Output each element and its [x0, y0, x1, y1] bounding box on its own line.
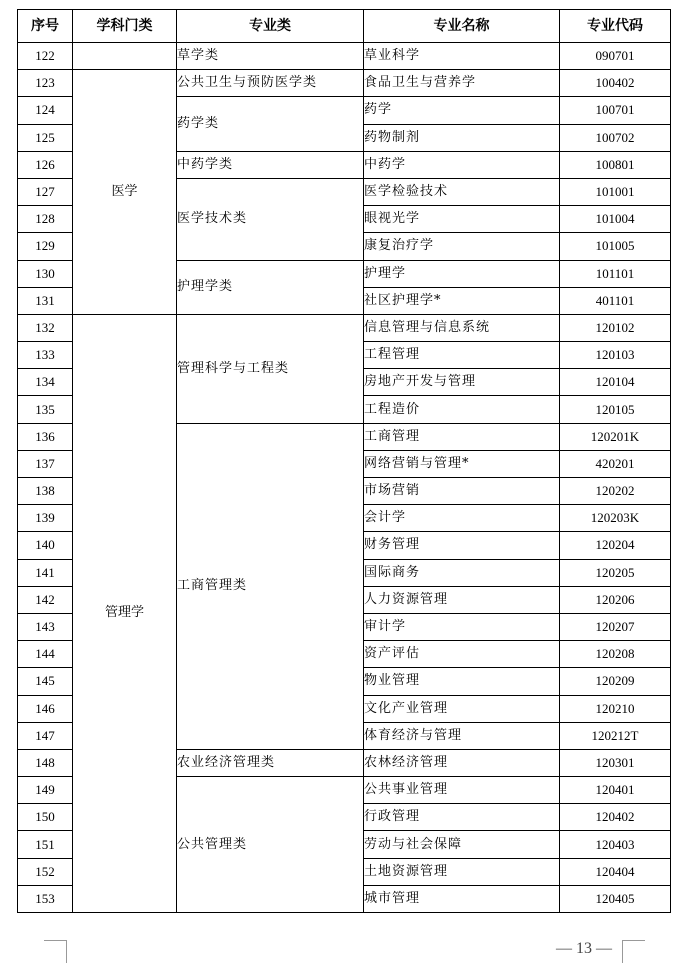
cell-major-name: 护理学 — [364, 260, 560, 287]
cell-major-code: 101004 — [560, 206, 671, 233]
cell-seq: 153 — [18, 885, 73, 912]
cell-major-code: 101005 — [560, 233, 671, 260]
cell-seq: 131 — [18, 287, 73, 314]
cell-major-code: 120402 — [560, 804, 671, 831]
cell-major-name: 国际商务 — [364, 559, 560, 586]
cell-major-name: 食品卫生与营养学 — [364, 70, 560, 97]
cell-class: 工商管理类 — [177, 423, 364, 749]
cell-seq: 135 — [18, 396, 73, 423]
cell-seq: 148 — [18, 749, 73, 776]
cell-class: 医学技术类 — [177, 178, 364, 260]
header-seq: 序号 — [18, 10, 73, 43]
cell-seq: 152 — [18, 858, 73, 885]
page-number: — 13 — — [556, 940, 612, 957]
cell-seq: 145 — [18, 668, 73, 695]
cell-major-name: 行政管理 — [364, 804, 560, 831]
cell-seq: 142 — [18, 586, 73, 613]
table-header — [18, 10, 671, 43]
cell-seq: 130 — [18, 260, 73, 287]
table-row — [18, 70, 671, 97]
cell-seq: 132 — [18, 314, 73, 341]
cell-major-name: 公共事业管理 — [364, 777, 560, 804]
cell-major-code: 120209 — [560, 668, 671, 695]
cell-major-name: 药物制剂 — [364, 124, 560, 151]
cell-seq: 141 — [18, 559, 73, 586]
cell-major-code: 100402 — [560, 70, 671, 97]
table-row — [18, 314, 671, 341]
header-class: 专业类 — [177, 10, 364, 43]
cell-class: 中药学类 — [177, 151, 364, 178]
cell-class: 草学类 — [177, 43, 364, 70]
cell-class: 药学类 — [177, 97, 364, 151]
corner-mark-left — [44, 940, 67, 963]
cell-class: 公共卫生与预防医学类 — [177, 70, 364, 97]
cell-class: 护理学类 — [177, 260, 364, 314]
cell-major-code: 120204 — [560, 532, 671, 559]
cell-seq: 150 — [18, 804, 73, 831]
cell-major-code: 120208 — [560, 641, 671, 668]
cell-major-name: 药学 — [364, 97, 560, 124]
cell-major-name: 眼视光学 — [364, 206, 560, 233]
cell-seq: 123 — [18, 70, 73, 97]
cell-major-name: 文化产业管理 — [364, 695, 560, 722]
cell-seq: 128 — [18, 206, 73, 233]
cell-major-name: 信息管理与信息系统 — [364, 314, 560, 341]
cell-major-code: 120105 — [560, 396, 671, 423]
cell-major-name: 城市管理 — [364, 885, 560, 912]
cell-category: 管理学 — [73, 314, 177, 912]
cell-seq: 122 — [18, 43, 73, 70]
corner-mark-right — [622, 940, 645, 963]
cell-major-code: 401101 — [560, 287, 671, 314]
cell-major-code: 120210 — [560, 695, 671, 722]
cell-major-name: 体育经济与管理 — [364, 722, 560, 749]
cell-seq: 125 — [18, 124, 73, 151]
cell-seq: 147 — [18, 722, 73, 749]
cell-major-code: 120206 — [560, 586, 671, 613]
major-catalog-table — [17, 9, 671, 913]
cell-major-name: 资产评估 — [364, 641, 560, 668]
cell-major-name: 房地产开发与管理 — [364, 369, 560, 396]
cell-seq: 140 — [18, 532, 73, 559]
cell-major-code: 090701 — [560, 43, 671, 70]
cell-major-name: 审计学 — [364, 613, 560, 640]
cell-major-name: 工程管理 — [364, 342, 560, 369]
cell-major-name: 工商管理 — [364, 423, 560, 450]
cell-major-name: 财务管理 — [364, 532, 560, 559]
cell-major-code: 120201K — [560, 423, 671, 450]
cell-seq: 127 — [18, 178, 73, 205]
cell-major-name: 网络营销与管理* — [364, 450, 560, 477]
cell-major-code: 120404 — [560, 858, 671, 885]
header-category: 学科门类 — [73, 10, 177, 43]
cell-class: 管理科学与工程类 — [177, 314, 364, 423]
cell-major-code: 100701 — [560, 97, 671, 124]
cell-major-name: 劳动与社会保障 — [364, 831, 560, 858]
cell-major-code: 101101 — [560, 260, 671, 287]
cell-major-code: 120202 — [560, 478, 671, 505]
header-major-name: 专业名称 — [364, 10, 560, 43]
cell-seq: 133 — [18, 342, 73, 369]
cell-seq: 134 — [18, 369, 73, 396]
table-body — [18, 43, 671, 913]
cell-seq: 126 — [18, 151, 73, 178]
cell-seq: 124 — [18, 97, 73, 124]
cell-seq: 149 — [18, 777, 73, 804]
cell-seq: 144 — [18, 641, 73, 668]
cell-major-code: 120205 — [560, 559, 671, 586]
table-row — [18, 43, 671, 70]
cell-seq: 129 — [18, 233, 73, 260]
cell-major-code: 100801 — [560, 151, 671, 178]
cell-class: 农业经济管理类 — [177, 749, 364, 776]
cell-major-name: 社区护理学* — [364, 287, 560, 314]
cell-major-name: 医学检验技术 — [364, 178, 560, 205]
cell-major-name: 工程造价 — [364, 396, 560, 423]
cell-seq: 137 — [18, 450, 73, 477]
cell-major-code: 120301 — [560, 749, 671, 776]
cell-major-code: 120103 — [560, 342, 671, 369]
cell-major-name: 人力资源管理 — [364, 586, 560, 613]
cell-category: 医学 — [73, 70, 177, 315]
cell-major-name: 农林经济管理 — [364, 749, 560, 776]
cell-major-code: 120405 — [560, 885, 671, 912]
cell-major-code: 120102 — [560, 314, 671, 341]
cell-major-code: 420201 — [560, 450, 671, 477]
cell-category — [73, 43, 177, 70]
cell-major-code: 120104 — [560, 369, 671, 396]
cell-seq: 138 — [18, 478, 73, 505]
cell-major-name: 市场营销 — [364, 478, 560, 505]
cell-seq: 139 — [18, 505, 73, 532]
cell-seq: 136 — [18, 423, 73, 450]
header-row — [18, 10, 671, 43]
cell-major-code: 101001 — [560, 178, 671, 205]
cell-seq: 151 — [18, 831, 73, 858]
header-major-code: 专业代码 — [560, 10, 671, 43]
cell-major-name: 中药学 — [364, 151, 560, 178]
cell-major-code: 120207 — [560, 613, 671, 640]
cell-major-name: 土地资源管理 — [364, 858, 560, 885]
cell-major-code: 120401 — [560, 777, 671, 804]
cell-major-code: 100702 — [560, 124, 671, 151]
cell-major-name: 康复治疗学 — [364, 233, 560, 260]
cell-major-name: 草业科学 — [364, 43, 560, 70]
cell-major-code: 120403 — [560, 831, 671, 858]
cell-major-code: 120203K — [560, 505, 671, 532]
cell-seq: 146 — [18, 695, 73, 722]
cell-major-name: 会计学 — [364, 505, 560, 532]
cell-seq: 143 — [18, 613, 73, 640]
cell-class: 公共管理类 — [177, 777, 364, 913]
cell-major-name: 物业管理 — [364, 668, 560, 695]
cell-major-code: 120212T — [560, 722, 671, 749]
